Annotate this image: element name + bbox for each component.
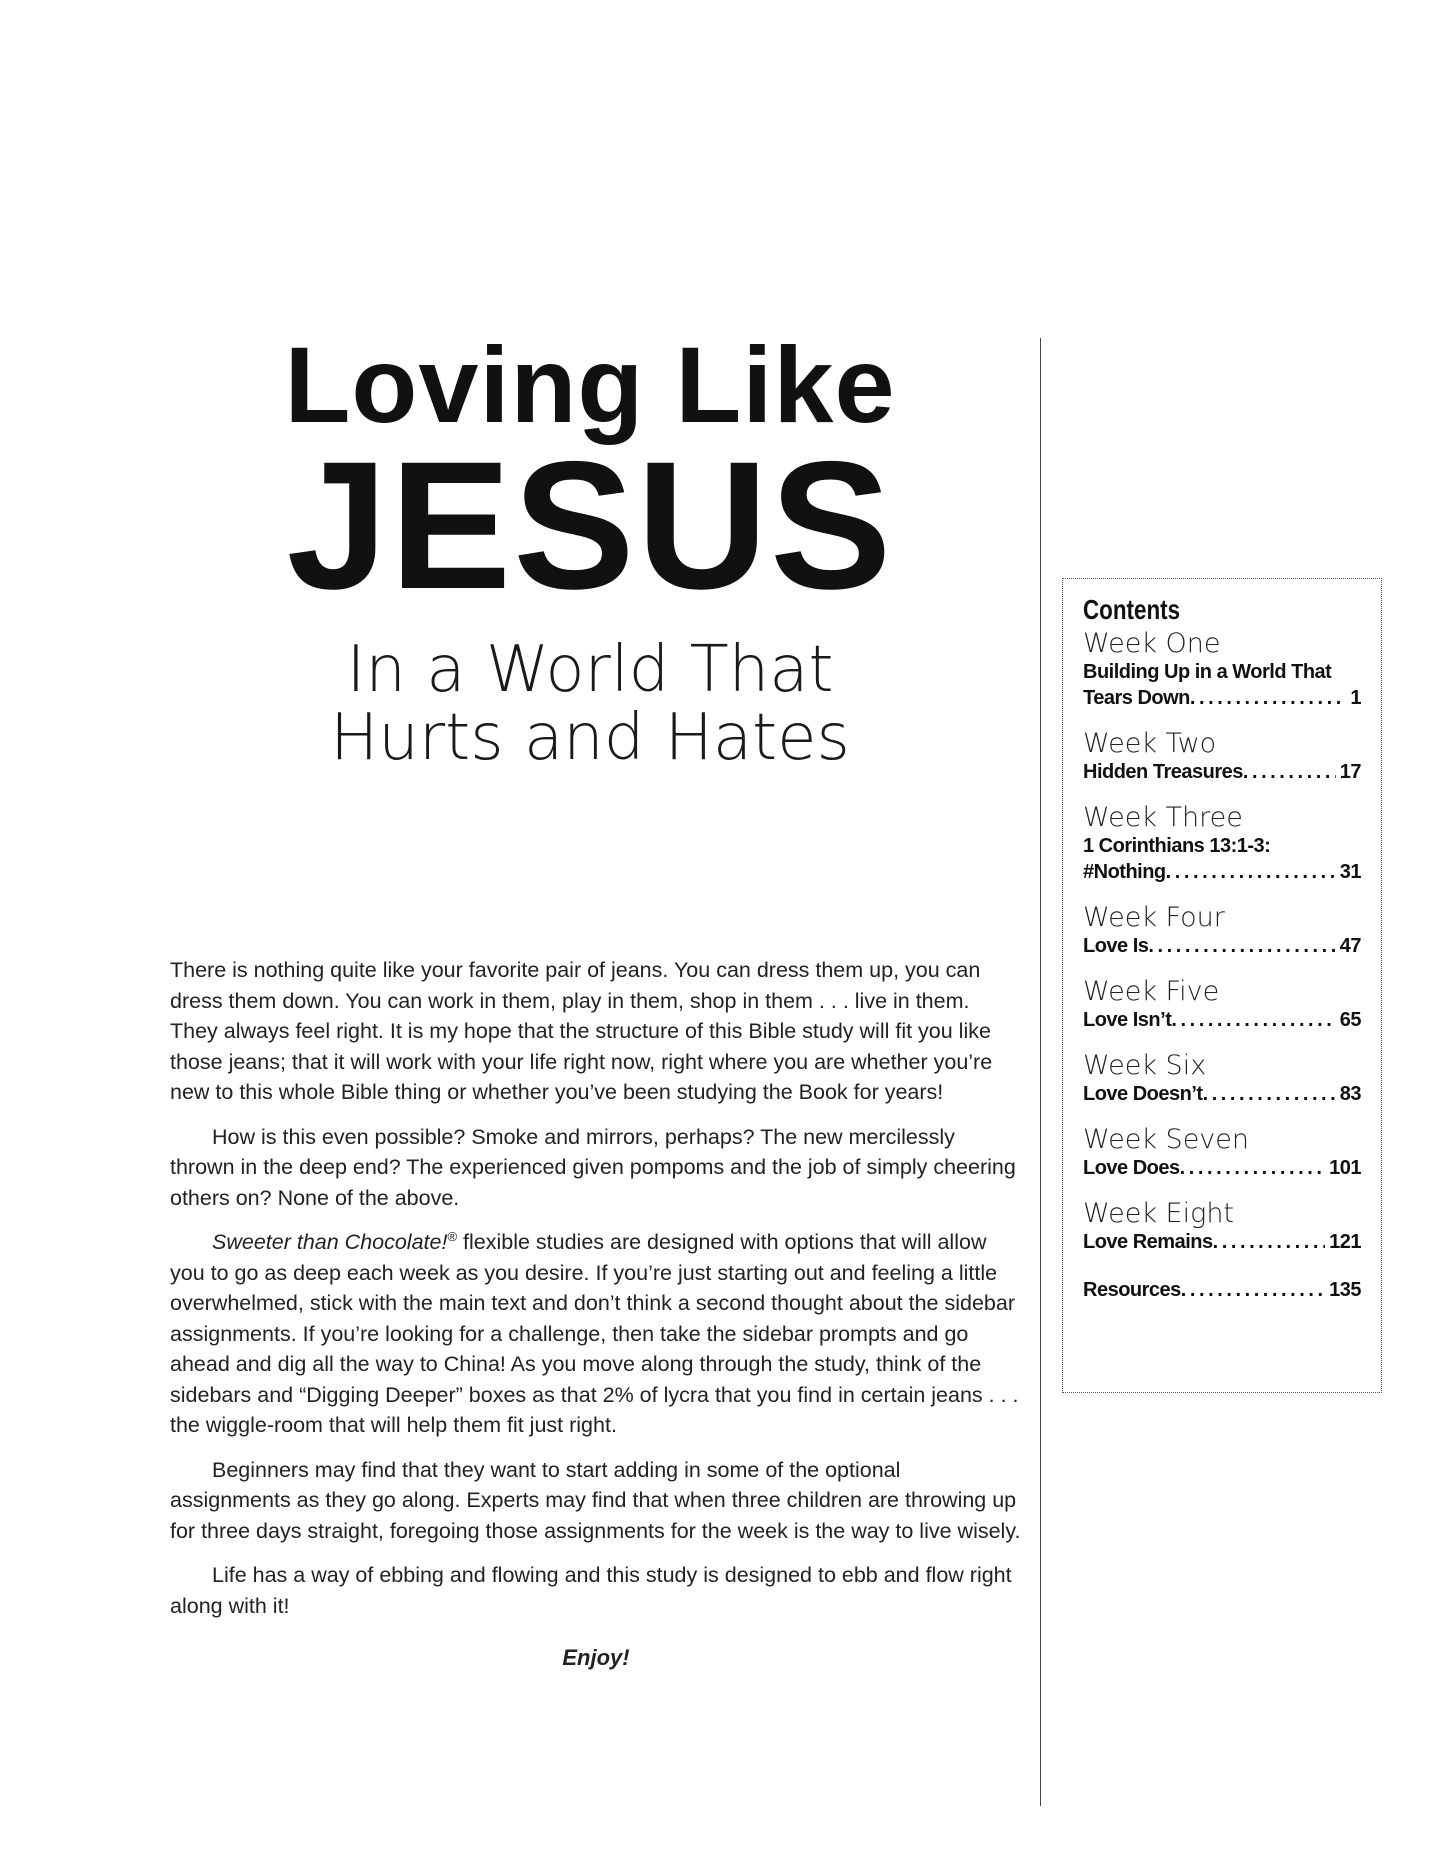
toc-label: Resources <box>1083 1279 1181 1301</box>
title-line-1: Loving Like <box>284 324 896 445</box>
toc-entry <box>1083 1155 1361 1181</box>
toc-entry <box>1083 859 1361 885</box>
intro-paragraph-3-text: flexible studies are designed with options that will allow you to go as deep each week as you desire. If you’re just starting out and feeling a little overwhelmed, stick with the main text and don’t think a second thought about the sidebar assignments. If you’re looking for a challenge, then take the sidebar prompts and go ahead and dig all the way to China! As you move along through the study, think of the sidebars and “Digging Deeper” boxes as that 2% of lycra that you find in certain jeans . . . the wiggle-room that will help them fit just right. <box>170 1230 1019 1437</box>
toc-page-number: 65 <box>1339 1009 1361 1031</box>
week-name: Week Four <box>1083 902 1225 933</box>
title-block <box>160 324 1020 775</box>
intro-paragraph-1: There is nothing quite like your favorite pair of jeans. You can dress them up, you can dress them down. You can work in them, play in them, shop in them . . . live in them. They always feel right. It is my hope that the structure of this Bible study will fit you like those jeans; that it will work with your life right now, right where you are whether you’re new to this whole Bible thing or whether you’ve been studying the Book for years! <box>170 958 993 1104</box>
toc-entry <box>1083 1229 1361 1255</box>
week-name: Week Five <box>1083 976 1220 1007</box>
contents-week-4 <box>1083 903 1361 959</box>
toc-entry <box>1083 685 1361 711</box>
toc-entry-resources <box>1083 1277 1361 1303</box>
toc-label: Love Doesn’t <box>1083 1083 1203 1105</box>
title-line-2: JESUS <box>286 423 894 627</box>
toc-label: Hidden Treasures <box>1083 761 1243 783</box>
vertical-divider <box>1040 338 1041 1806</box>
toc-leader-dots <box>1166 859 1336 885</box>
toc-leader-dots <box>1180 1155 1325 1181</box>
contents-week-6 <box>1083 1051 1361 1107</box>
toc-page-number: 83 <box>1339 1083 1361 1105</box>
toc-entry <box>1083 933 1361 959</box>
subtitle-line-2: Hurts and Hates <box>330 701 850 775</box>
toc-leader-dots <box>1181 1277 1325 1303</box>
contents-heading: Contents <box>1083 594 1181 625</box>
subtitle-line-1: In a World That <box>346 633 834 707</box>
toc-entry <box>1083 759 1361 785</box>
toc-page-number: 1 <box>1350 687 1361 709</box>
subtitle <box>160 633 1020 775</box>
toc-leader-dots <box>1243 759 1336 785</box>
week-name: Week Eight <box>1083 1198 1235 1229</box>
contents-week-8 <box>1083 1199 1361 1255</box>
toc-label: #Nothing <box>1083 861 1166 883</box>
registered-mark: ® <box>447 1228 458 1244</box>
contents-box <box>1062 578 1382 1393</box>
week-name: Week One <box>1083 628 1221 659</box>
toc-label: Love Isn’t <box>1083 1009 1172 1031</box>
week-title-line: Building Up in a World That <box>1083 661 1332 683</box>
week-name: Week Two <box>1083 728 1217 759</box>
contents-week-3 <box>1083 803 1361 885</box>
contents-week-7 <box>1083 1125 1361 1181</box>
intro-paragraph-4: Beginners may find that they want to start adding in some of the optional assignments as they go along. Experts may find that when three children are throwing up for three days straight, foregoing those assignments for the week is the way to live wisely. <box>170 1457 1021 1543</box>
intro-paragraph-2: How is this even possible? Smoke and mirrors, perhaps? The new mercilessly thrown in the deep end? The experienced given pompoms and the job of simply cheering others on? None of the above. <box>170 1124 1016 1210</box>
toc-entry <box>1083 1081 1361 1107</box>
closing-enjoy: Enjoy! <box>562 1645 630 1670</box>
week-title-line: 1 Corinthians 13:1-3: <box>1083 835 1271 857</box>
intro-text <box>170 955 1022 1674</box>
contents-week-2 <box>1083 729 1361 785</box>
toc-page-number: 121 <box>1329 1231 1361 1253</box>
toc-page-number: 17 <box>1339 761 1361 783</box>
toc-leader-dots <box>1171 1007 1335 1033</box>
toc-entry <box>1083 1007 1361 1033</box>
toc-leader-dots <box>1213 1229 1326 1255</box>
toc-page-number: 47 <box>1339 935 1361 957</box>
brand-name: Sweeter than Chocolate! <box>212 1230 448 1254</box>
week-name: Week Three <box>1083 802 1243 833</box>
week-name: Week Seven <box>1083 1124 1250 1155</box>
toc-leader-dots <box>1190 685 1347 711</box>
toc-leader-dots <box>1148 933 1335 959</box>
week-name: Week Six <box>1083 1050 1207 1081</box>
toc-label: Love Remains <box>1083 1231 1213 1253</box>
intro-paragraph-5: Life has a way of ebbing and flowing and this study is designed to ebb and flow right along with it! <box>170 1563 1012 1618</box>
toc-label: Love Is <box>1083 935 1149 957</box>
toc-page-number: 101 <box>1329 1157 1361 1179</box>
toc-label: Tears Down <box>1083 687 1190 709</box>
toc-leader-dots <box>1203 1081 1336 1107</box>
contents-week-5 <box>1083 977 1361 1033</box>
toc-page-number: 31 <box>1339 861 1361 883</box>
toc-label: Love Does <box>1083 1157 1180 1179</box>
intro-paragraph-3 <box>170 1227 1022 1441</box>
contents-week-1 <box>1083 629 1361 711</box>
toc-page-number: 135 <box>1329 1279 1361 1301</box>
